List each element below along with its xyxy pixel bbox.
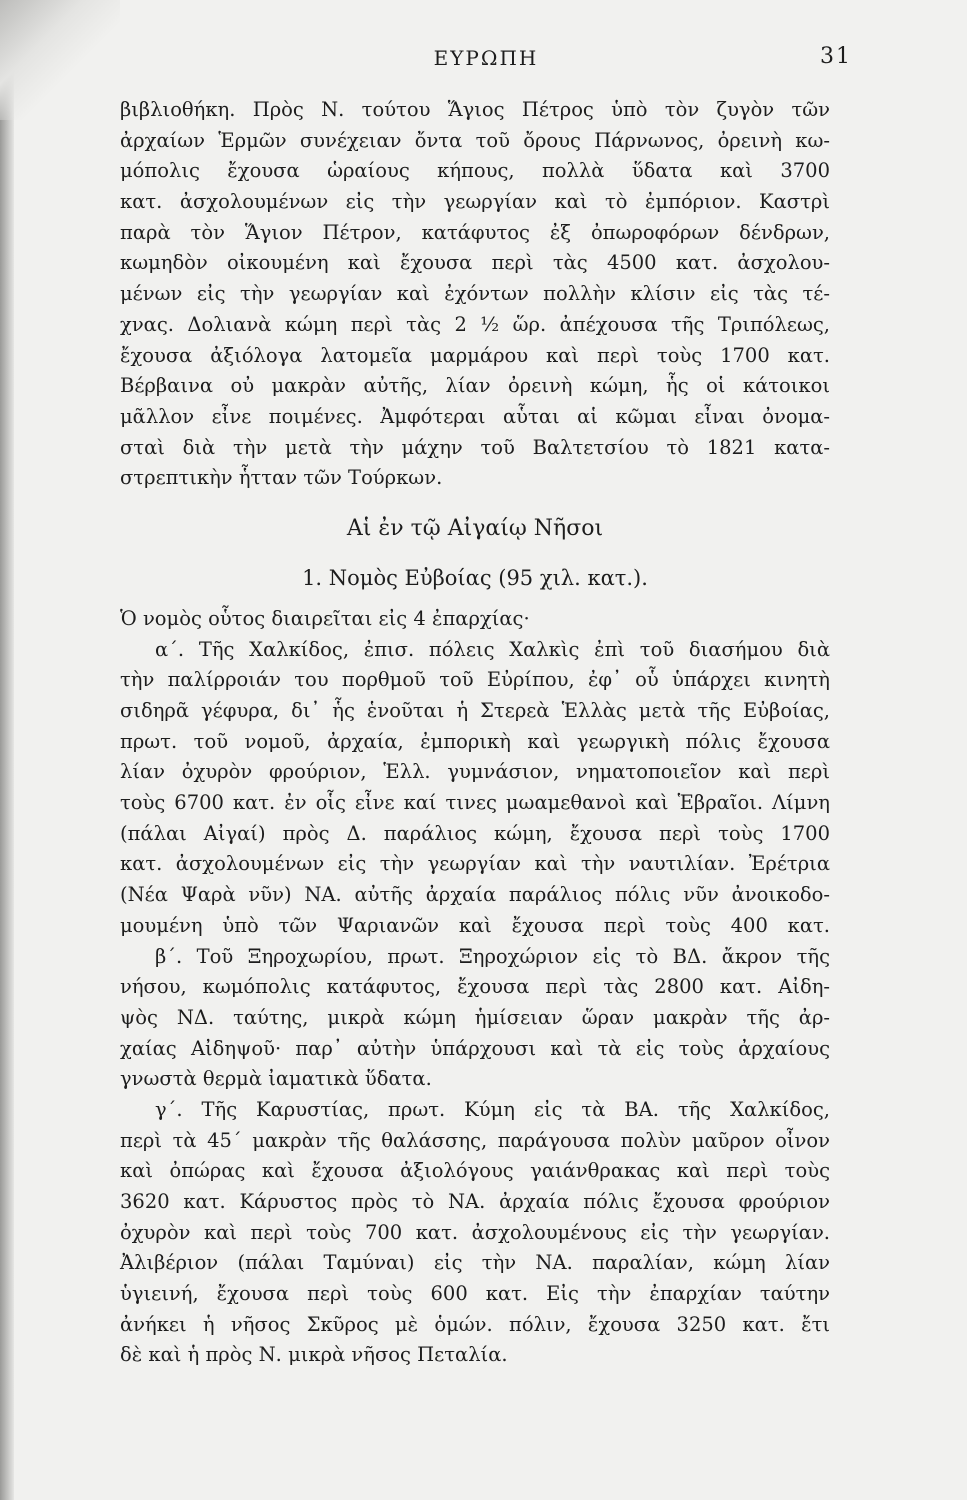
paragraph-continuation <box>120 95 830 494</box>
text-line: μουμένη ὑπὸ τῶν Ψαριανῶν καὶ ἔχουσα περὶ τοὺς 400 κατ. <box>120 913 830 937</box>
text-line: παρὰ τὸν Ἅγιον Πέτρον, κατάφυτος ἐξ ὀπωροφόρων δένδρων, <box>120 220 830 244</box>
text-line: ψὸς ΝΔ. ταύτης, μικρὰ κώμη ἡμίσειαν ὥραν μακρὰν τῆς ἀρ- <box>120 1005 830 1029</box>
text-line: ἀρχαίων Ἑρμῶν συνέχειαν ὄντα τοῦ ὄρους Πάρνωνος, ὀρεινὴ κω- <box>120 128 830 152</box>
paragraph-xerochori <box>120 942 830 1095</box>
text-line: σιδηρᾶ γέφυρα, δι᾽ ἧς ἑνοῦται ἡ Στερεὰ Ἑλλὰς μετὰ τῆς Εὐβοίας, <box>120 699 830 722</box>
text-line: β΄. Τοῦ Ξηροχωρίου, πρωτ. Ξηροχώριον εἰς τὸ ΒΔ. ἄκρον τῆς <box>155 944 830 968</box>
page-binding-edge <box>0 0 14 1500</box>
intro-line: Ὁ νομὸς οὗτος διαιρεῖται εἰς 4 ἐπαρχίας· <box>120 606 530 630</box>
text-line: σταὶ διὰ τὴν μετὰ τὴν μάχην τοῦ Βαλτετσίου τὸ 1821 κατα- <box>120 435 830 459</box>
text-line: λίαν ὀχυρὸν φρούριον, Ἑλλ. γυμνάσιον, νηματοποιεῖον καὶ περὶ <box>120 760 830 784</box>
text-line: μένων εἰς τὴν γεωργίαν καὶ ἐχόντων πολλὴν κλίσιν εἰς τὰς τέ- <box>120 282 830 306</box>
page-title: ΕΥΡΩΠΗ <box>433 46 539 70</box>
paragraph-chalkis <box>120 635 830 942</box>
running-head <box>120 36 852 76</box>
text-line: στρεπτικὴν ἧτταν τῶν Τούρκων. <box>120 466 443 490</box>
text-line: κατ. ἀσχολουμένων εἰς τὴν γεωργίαν καὶ τὴν ναυτιλίαν. Ἐρέτρια <box>120 852 830 876</box>
text-line: ἔχουσα ἀξιόλογα λατομεῖα μαρμάρου καὶ περὶ τοὺς 1700 κατ. <box>120 343 830 367</box>
text-line: βιβλιοθήκη. Πρὸς Ν. τούτου Ἅγιος Πέτρος ὑπὸ τὸν ζυγὸν τῶν <box>120 98 830 121</box>
subsection-heading: 1. Νομὸς Εὐβοίας (95 χιλ. κατ.). <box>302 565 648 590</box>
text-line: καὶ ὀπώρας καὶ ἔχουσα ἀξιολόγους γαιάνθρακας καὶ περὶ τοὺς <box>120 1159 830 1183</box>
text-line: Βέρβαινα οὐ μακρὰν αὐτῆς, λίαν ὀρεινὴ κώμη, ἧς οἱ κάτοικοι <box>120 374 830 398</box>
text-line: περὶ τὰ 45΄ μακρὰν τῆς θαλάσσης, παράγουσα πολὺν μαῦρον οἶνον <box>120 1128 830 1152</box>
text-line: πρωτ. τοῦ νομοῦ, ἀρχαία, ἐμπορικὴ καὶ γεωργικὴ πόλις ἔχουσα <box>120 729 830 753</box>
section-heading: Αἱ ἐν τῷ Αἰγαίῳ Νῆσοι <box>346 515 604 541</box>
text-line: 3620 κατ. Κάρυστος πρὸς τὸ ΝΑ. ἀρχαία πόλις ἔχουσα φρούριον <box>120 1190 830 1213</box>
text-line: ὀχυρὸν καὶ περὶ τοὺς 700 κατ. ἀσχολουμένους εἰς τὴν γεωργίαν. <box>120 1220 830 1244</box>
text-line: ἀνήκει ἡ νῆσος Σκῦρος μὲ ὁμών. πόλιν, ἔχουσα 3250 κατ. ἔτι <box>120 1312 830 1336</box>
page-body <box>120 95 830 1371</box>
paragraph-karystia <box>120 1095 830 1371</box>
text-line: (Νέα Ψαρὰ νῦν) ΝΑ. αὐτῆς ἀρχαία παράλιος πόλις νῦν ἀνοικοδο- <box>120 883 830 907</box>
text-line: α΄. Τῆς Χαλκίδος, ἐπισ. πόλεις Χαλκὶς ἐπὶ τοῦ διασήμου διὰ <box>155 637 830 661</box>
text-line: γνωστὰ θερμὰ ἰαματικὰ ὕδατα. <box>120 1067 432 1091</box>
text-line: χαίας Αἰδηψοῦ· παρ᾽ αὐτὴν ὑπάρχουσι καὶ τὰ εἰς τοὺς ἀρχαίους <box>120 1036 830 1060</box>
text-line: κωμηδὸν οἰκουμένη καὶ ἔχουσα περὶ τὰς 4500 κατ. ἀσχολου- <box>120 251 830 275</box>
text-line: τὴν παλίρροιάν του πορθμοῦ τοῦ Εὐρίπου, ἐφ᾽ οὗ ὑπάρχει κινητὴ <box>120 668 830 692</box>
text-line: δὲ καὶ ἡ πρὸς Ν. μικρὰ νῆσος Πεταλία. <box>120 1343 508 1367</box>
text-line: μόπολις ἔχουσα ὡραίους κήπους, πολλὰ ὕδατα καὶ 3700 <box>120 159 830 183</box>
text-line: μᾶλλον εἶνε ποιμένες. Ἀμφότεραι αὗται αἱ κῶμαι εἶναι ὀνομα- <box>120 404 830 428</box>
page-number: 31 <box>820 44 852 69</box>
text-line: χνας. Δολιανὰ κώμη περὶ τὰς 2 ½ ὥρ. ἀπέχουσα τῆς Τριπόλεως, <box>120 312 830 336</box>
text-line: Ἀλιβέριον (πάλαι Ταμύναι) εἰς τὴν ΝΑ. παραλίαν, κώμη λίαν <box>120 1251 830 1275</box>
page-corner-fold <box>0 0 120 120</box>
text-line: κατ. ἀσχολουμένων εἰς τὴν γεωργίαν καὶ τὸ ἐμπόριον. Καστρὶ <box>120 190 830 214</box>
text-line: τοὺς 6700 κατ. ἐν οἷς εἶνε καί τινες μωαμεθανοὶ καὶ Ἑβραῖοι. Λίμνη <box>120 791 830 815</box>
text-line: γ΄. Τῆς Καρυστίας, πρωτ. Κύμη εἰς τὰ ΒΑ. τῆς Χαλκίδος, <box>155 1097 830 1121</box>
text-line: ὑγιεινή, ἔχουσα περὶ τοὺς 600 κατ. Εἰς τὴν ἐπαρχίαν ταύτην <box>120 1282 830 1306</box>
text-line: (πάλαι Αἰγαί) πρὸς Δ. παράλιος κώμη, ἔχουσα περὶ τοὺς 1700 <box>120 821 830 845</box>
text-line: νήσου, κωμόπολις κατάφυτος, ἔχουσα περὶ τὰς 2800 κατ. Αἰδη- <box>120 975 830 999</box>
